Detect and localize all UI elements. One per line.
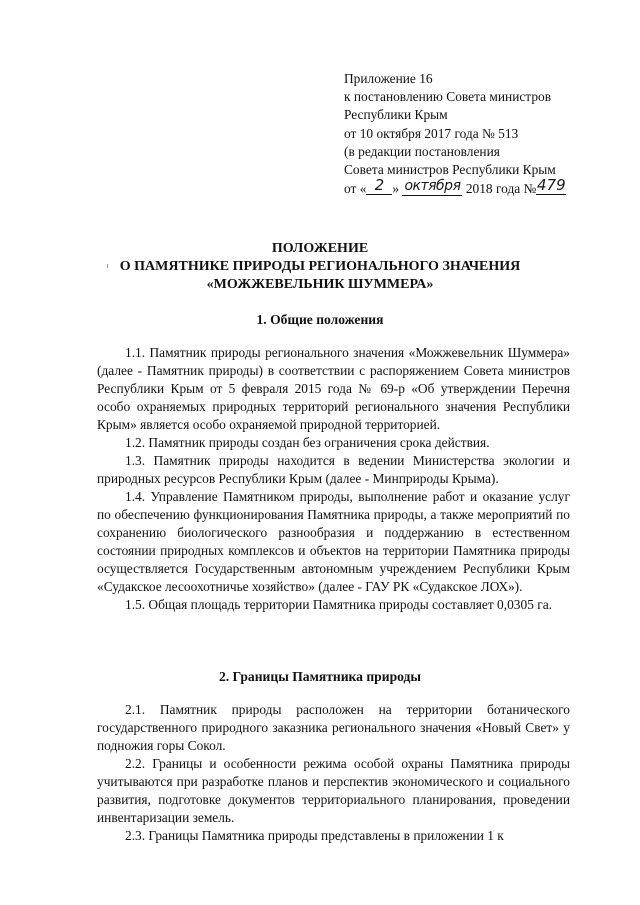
paragraph: 2.2. Границы и особенности режима особой охраны Памятника природы учитываются при разработке планов и перспектив экономического и социального развития, подготовке документов территориального планирования, проведении инвентаризации земель. <box>97 756 570 825</box>
section-body <box>97 701 570 845</box>
date-year: 2018 года № <box>465 181 537 197</box>
section-heading: 2. Границы Памятника природы <box>218 669 422 684</box>
handwritten-month: октября <box>402 180 462 198</box>
title-line: «МОЖЖЕВЕЛЬНИК ШУММЕРА» <box>206 277 434 292</box>
appendix-header <box>344 70 566 198</box>
header-line: Совета министров Республики Крым <box>344 162 556 178</box>
paragraph: 1.4. Управление Памятником природы, выполнение работ и оказание услуг по обеспечению функционирования Памятника природы, а также мероприятий по сохранению биологического разнообразия и поддержанию в естественном состоянии природных комплексов и объектов на территории Памятника природы осуществляется Государственным автономным учреждением Республики Крым «Судакское лесоохотничье хозяйство» (далее - ГАУ РК «Судакское ЛОХ»). <box>97 489 570 594</box>
header-line: Приложение 16 <box>344 71 433 86</box>
paragraph: 2.1. Памятник природы расположен на территории ботанического государственного природного заказника регионального значения «Новый Свет» у подножия горы Сокол. <box>97 702 570 753</box>
title-line: О ПАМЯТНИКЕ ПРИРОДЫ РЕГИОНАЛЬНОГО ЗНАЧЕНИЯ <box>119 259 521 274</box>
section-body <box>97 344 570 614</box>
section-heading: 1. Общие положения <box>256 312 384 327</box>
header-date-line <box>344 176 566 198</box>
paragraph: 1.5. Общая площадь территории Памятника природы составляет 0,0305 га. <box>125 597 553 612</box>
paragraph: 1.1. Памятник природы регионального значения «Можжевельник Шуммера» (далее - Памятник природы) в соответствии с распоряжением Совета министров Республики Крым от 5 февраля 2015 года № 69-р «Об утверждении Перечня особо охраняемых природных территорий регионального значения Республики Крым» является особо охраняемой природной территорией. <box>97 345 570 432</box>
header-line: к постановлению Совета министров <box>344 89 552 105</box>
header-line: от 10 октября 2017 года № 513 <box>344 125 519 141</box>
document-title <box>0 240 640 294</box>
paragraph: 1.3. Памятник природы находится в ведении Министерства экологии и природных ресурсов Республики Крым (далее - Минприроды Крыма). <box>97 453 570 486</box>
handwritten-number: 479 <box>536 179 566 197</box>
date-mid: » <box>392 181 400 197</box>
title-line: ПОЛОЖЕНИЕ <box>271 241 369 256</box>
paragraph: 1.2. Памятник природы создан без ограничения срока действия. <box>125 435 490 450</box>
header-line: Республики Крым <box>344 107 448 123</box>
date-prefix: от « <box>344 181 367 197</box>
paragraph: 2.3. Границы Памятника природы представлены в приложении 1 к <box>125 828 504 843</box>
handwritten-day: 2 <box>366 179 392 197</box>
header-line: (в редакции постановления <box>344 143 500 159</box>
